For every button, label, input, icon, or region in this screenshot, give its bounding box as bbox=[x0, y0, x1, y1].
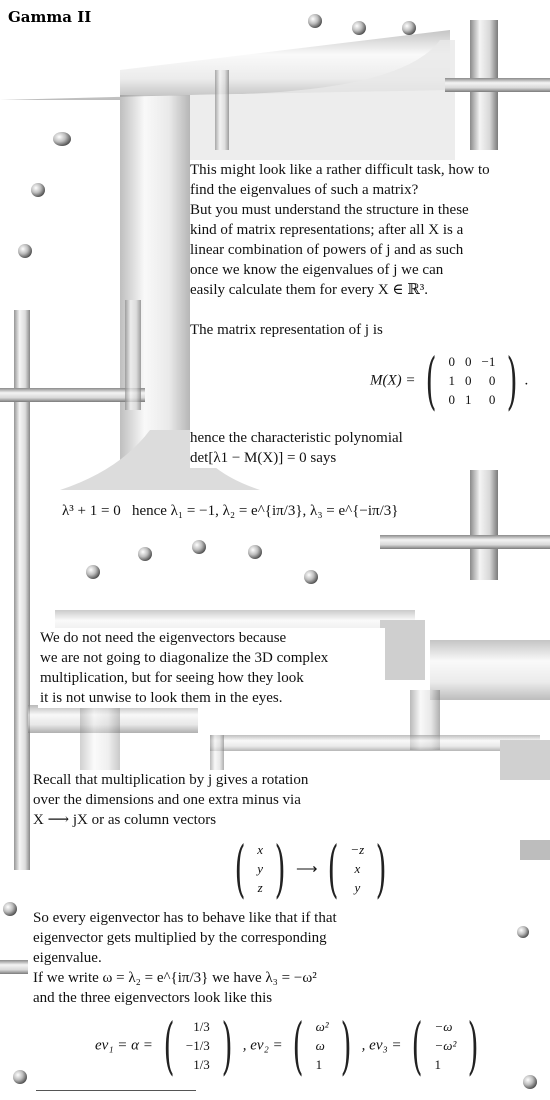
vector-cell: ω bbox=[315, 1038, 325, 1053]
vector-table bbox=[430, 1018, 462, 1075]
arrow-icon: ⟶ bbox=[295, 861, 318, 878]
vector-cell: x bbox=[354, 861, 361, 876]
vector-cell: −z bbox=[350, 842, 365, 857]
ev1-vector bbox=[157, 1009, 239, 1082]
vector-cell: 1/3 bbox=[193, 1057, 210, 1072]
vector-table bbox=[311, 1018, 334, 1075]
matrix-table bbox=[443, 353, 500, 410]
ev2-lhs: , ev₂ = bbox=[242, 1037, 283, 1054]
eigenvalue-equation: λ³ + 1 = 0 hence λ₁ = −1, λ₂ = e^{iπ/3}, λ₃ = e^{−iπ/3} bbox=[62, 503, 399, 519]
behaviour-line-3: eigenvalue. bbox=[33, 950, 102, 966]
left-paren-icon: ( bbox=[234, 832, 246, 905]
intro-line-2: find the eigenvalues of such a matrix? bbox=[190, 182, 419, 198]
vector-cell: 1 bbox=[315, 1057, 323, 1072]
note-line-3: multiplication, but for seeing how they look bbox=[40, 670, 304, 686]
ev3-lhs: , ev₃ = bbox=[361, 1037, 402, 1054]
intro-line-5: linear combination of powers of j and as such bbox=[190, 242, 464, 258]
right-paren-icon: ) bbox=[468, 1009, 479, 1082]
ev3-vector bbox=[405, 1009, 485, 1082]
ev1-lhs: ev₁ = α = bbox=[95, 1037, 153, 1054]
paragraph-rotation bbox=[33, 770, 378, 830]
vector-table bbox=[252, 841, 268, 898]
vector-table bbox=[181, 1018, 215, 1075]
matrix-end: . bbox=[524, 372, 529, 389]
vector-cell: ω² bbox=[315, 1019, 329, 1034]
matrix-lhs: M(X) = bbox=[370, 372, 416, 389]
intro-line-4: kind of matrix representations; after all X is a bbox=[190, 222, 464, 238]
vector-cell: 1/3 bbox=[193, 1019, 210, 1034]
intro-line-1: This might look like a rather difficult task, how to bbox=[190, 162, 490, 178]
matrix-m bbox=[419, 344, 524, 417]
matrix-equation bbox=[370, 344, 529, 417]
matrix-cell: 0 bbox=[448, 354, 455, 369]
vector-cell: 1 bbox=[434, 1057, 442, 1072]
matrix-cell: 1 bbox=[448, 373, 455, 388]
rotation-line-2: over the dimensions and one extra minus via bbox=[33, 792, 301, 808]
rotation-vectors bbox=[228, 832, 393, 905]
matrix-cell: 0 bbox=[448, 392, 455, 407]
vector-table bbox=[345, 841, 369, 898]
poly-line-2: det[λ1 − M(X)] = 0 says bbox=[190, 450, 337, 466]
footnote-rule bbox=[36, 1090, 196, 1091]
note-line-1: We do not need the eigenvectors because bbox=[40, 630, 287, 646]
left-paren-icon: ( bbox=[293, 1009, 304, 1082]
ev2-vector bbox=[286, 1009, 357, 1082]
note-line-4: it is not unwise to look them in the eyes. bbox=[40, 690, 283, 706]
vector-cell: y bbox=[257, 861, 263, 876]
vector-cell: y bbox=[354, 880, 361, 895]
paragraph-intro bbox=[190, 160, 550, 340]
right-paren-icon: ) bbox=[340, 1009, 352, 1082]
vector-cell: x bbox=[257, 842, 263, 857]
behaviour-line-4: If we write ω = λ₂ = e^{iπ/3} we have λ₃ = −ω² bbox=[33, 970, 317, 986]
right-paren-icon: ) bbox=[274, 832, 286, 905]
vector-cell: −ω bbox=[434, 1019, 453, 1034]
left-paren-icon: ( bbox=[411, 1009, 423, 1082]
eigenvector-equations bbox=[95, 1009, 486, 1082]
matrix-cell: 0 bbox=[464, 354, 472, 369]
intro-line-7: easily calculate them for every X ∈ ℝ³. bbox=[190, 282, 428, 298]
left-paren-icon: ( bbox=[163, 1009, 175, 1082]
vector-cell: z bbox=[257, 880, 263, 895]
behaviour-line-1: So every eigenvector has to behave like that if that bbox=[33, 910, 337, 926]
matrix-cell: −1 bbox=[481, 354, 496, 369]
right-paren-icon: ) bbox=[506, 344, 518, 417]
vector-rotated bbox=[321, 832, 393, 905]
vector-cell: −ω² bbox=[434, 1038, 457, 1053]
paragraph-eigenvectors-note bbox=[38, 628, 385, 708]
right-paren-icon: ) bbox=[221, 1009, 233, 1082]
vector-xyz bbox=[228, 832, 292, 905]
matrix-cell: 0 bbox=[488, 392, 496, 407]
matrix-cell: 0 bbox=[488, 373, 496, 388]
matrix-cell: 0 bbox=[464, 373, 472, 388]
matrix-cell: 1 bbox=[464, 392, 472, 407]
matrix-intro-text: The matrix representation of j is bbox=[190, 322, 383, 338]
paragraph-eigenvector-behaviour bbox=[33, 908, 403, 1008]
left-paren-icon: ( bbox=[327, 832, 339, 905]
intro-line-3: But you must understand the structure in these bbox=[190, 202, 469, 218]
rotation-line-1: Recall that multiplication by j gives a rotation bbox=[33, 772, 309, 788]
behaviour-line-2: eigenvector gets multiplied by the corresponding bbox=[33, 930, 327, 946]
page-title: Gamma II bbox=[8, 8, 92, 26]
rotation-line-3: X ⟶ jX or as column vectors bbox=[33, 812, 217, 828]
intro-line-6: once we know the eigenvalues of j we can bbox=[190, 262, 444, 278]
poly-line-1: hence the characteristic polynomial bbox=[190, 430, 403, 446]
paragraph-polynomial bbox=[190, 428, 490, 468]
vector-cell: −1/3 bbox=[185, 1038, 210, 1053]
left-paren-icon: ( bbox=[425, 344, 437, 417]
right-paren-icon: ) bbox=[375, 832, 387, 905]
note-line-2: we are not going to diagonalize the 3D complex bbox=[40, 650, 329, 666]
behaviour-line-5: and the three eigenvectors look like this bbox=[33, 990, 273, 1006]
